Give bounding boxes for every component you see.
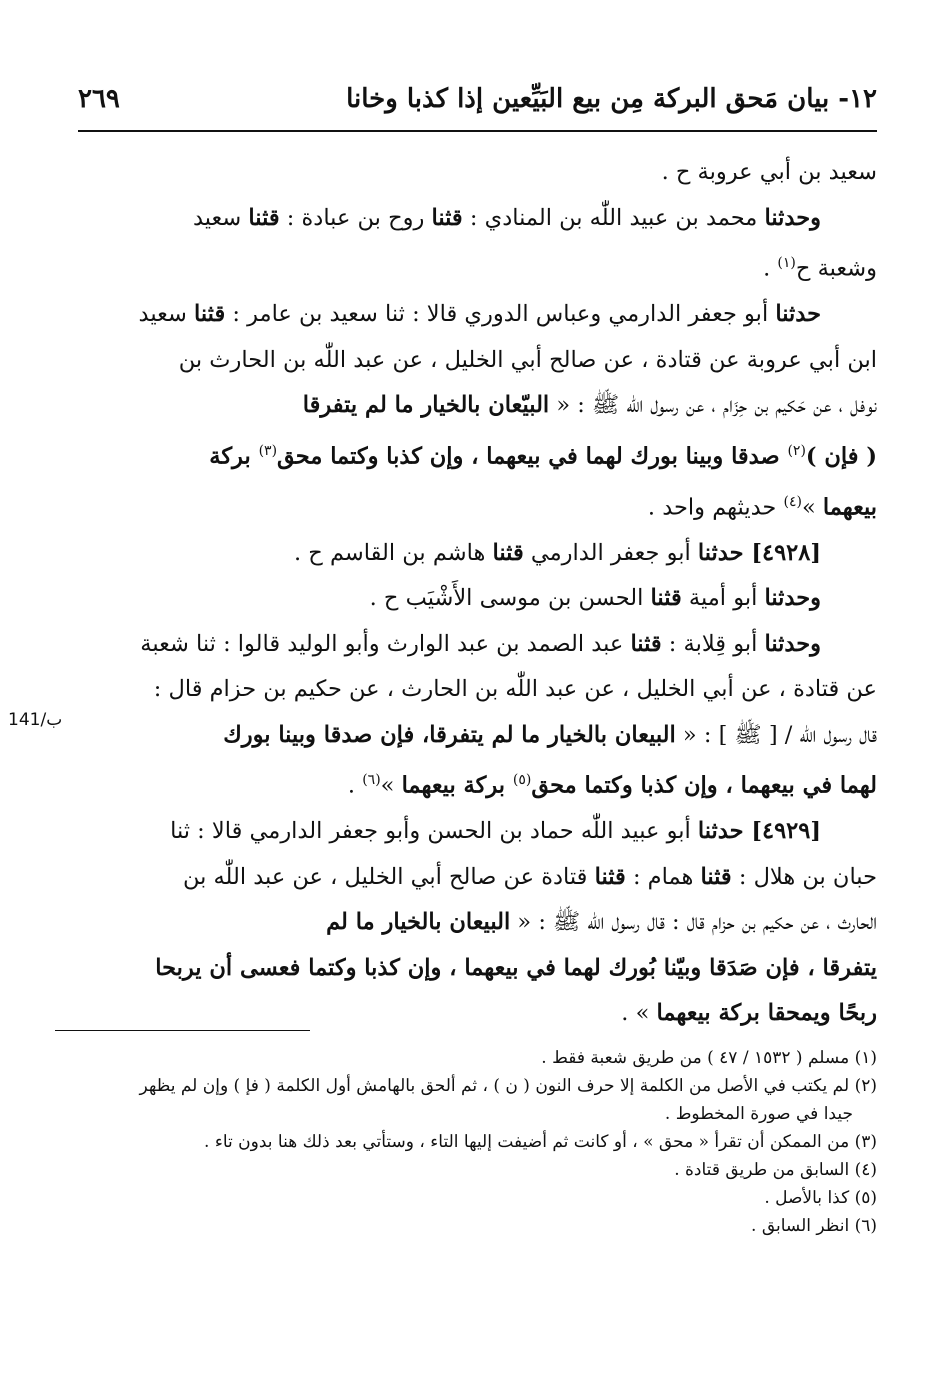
footnote-ref: (١) — [777, 255, 796, 271]
hadith-text: بيعهما — [822, 494, 877, 520]
footnote-ref: (٦) — [362, 772, 381, 788]
text-run: نوفل ، عن حَكيم بن حِزَام ، عن رسول اللّٰه ﷺ : « — [549, 392, 877, 418]
text-line — [78, 946, 877, 992]
narrator-keyword: قثنا — [650, 585, 682, 611]
narrator-keyword: قثنا — [700, 863, 732, 890]
text-run: روح بن عبادة : — [279, 204, 432, 231]
text-run: . — [347, 772, 363, 799]
narrator-keyword: وحدثنا — [764, 630, 821, 657]
footnotes — [78, 1044, 877, 1240]
text-run: أبو عبيد اللّٰه حماد بن الحسن وأبو جعفر الدارمي قالا : ثنا — [170, 818, 698, 844]
footnote-1: (١) مسلم ( ١٥٣٢ / ٤٧ ) من طريق شعبة فقط . — [541, 1048, 877, 1068]
main-text — [78, 150, 877, 1037]
text-run: همام : — [625, 863, 701, 890]
marginal-folio-note: 141/ب — [8, 710, 63, 730]
hadith-text: صدقا وبينا بورك لهما في بيعهما ، وإن كذبا وكتما محق — [277, 443, 788, 469]
paragraph-4928 — [78, 531, 877, 577]
footnote-ref: (٤) — [783, 493, 802, 510]
narrator-keyword: وحدثنا — [764, 585, 821, 611]
text-line — [78, 713, 877, 759]
narrator-keyword: قثنا — [194, 301, 226, 327]
paragraph-4929 — [78, 809, 877, 1037]
hadith-text: ( فإن ) — [805, 443, 877, 469]
text-run: » . — [621, 1000, 657, 1026]
text-run: محمد بن عبيد اللّٰه بن المنادي : — [462, 204, 765, 231]
text-line — [78, 855, 877, 901]
text-run: وشعبة ح — [795, 255, 877, 282]
text-run: قتادة عن صالح أبي الخليل ، عن عبد اللّٰه بن — [182, 863, 595, 890]
text-line — [78, 758, 877, 809]
text-line — [78, 622, 877, 668]
text-run: أبو جعفر الدارمي وعباس الدوري قالا : ثنا سعيد بن عامر : — [225, 301, 776, 327]
text-line — [78, 429, 877, 480]
footnote-ref: (٥) — [512, 772, 532, 788]
text-run: عبد الصمد بن عبد الوارث وأبو الوليد قالوا : ثنا شعبة — [140, 630, 631, 657]
paragraph-1 — [78, 150, 877, 196]
narrator-keyword: وحدثنا — [764, 204, 821, 231]
text-run: سعيد — [192, 204, 249, 231]
hadith-text: يتفرقا ، فإن صَدَقا وبيّنا بُورك لهما في بيعهما ، وإن كذبا وكتما فعسى أن يربحا — [155, 954, 877, 981]
text-line — [78, 241, 877, 292]
hadith-number: [٤٩٢٨] — [743, 539, 821, 566]
paragraph-5 — [78, 576, 877, 622]
text-line — [78, 383, 877, 429]
hadith-number: [٤٩٢٩] — [743, 818, 821, 844]
narrator-keyword: قثنا — [248, 204, 280, 231]
narrator-keyword: قثنا — [594, 863, 626, 890]
narrator-keyword: حدثنا — [697, 818, 744, 844]
text-line — [78, 576, 877, 622]
text-line: سعيد بن أبي عروبة ح . — [661, 159, 877, 185]
text-run: حبان بن هلال : — [731, 863, 877, 890]
text-run: قال رسول اللّٰه / [ ﷺ ] : « — [675, 721, 877, 748]
text-run: » — [380, 772, 402, 799]
footnote-ref: (٣) — [258, 442, 278, 459]
text-line — [78, 809, 877, 855]
footnote-rule — [55, 1030, 310, 1031]
narrator-keyword: قثنا — [431, 204, 463, 231]
hadith-text: البيعان بالخيار ما لم يتفرقا، فإن صدقا وبينا بورك — [223, 721, 676, 748]
text-run: حديثهم واحد . — [647, 494, 784, 520]
narrator-keyword: قثنا — [492, 539, 524, 566]
narrator-keyword: حدثنا — [775, 301, 821, 327]
text-line — [78, 900, 877, 946]
narrator-keyword: حدثنا — [697, 539, 744, 566]
text-line: ابن أبي عروبة عن قتادة ، عن صالح أبي الخليل ، عن عبد اللّٰه بن الحارث بن — [178, 346, 877, 373]
running-header — [78, 78, 877, 122]
hadith-text: البيّعان بالخيار ما لم يتفرقا — [302, 392, 550, 418]
text-run: » — [801, 494, 823, 520]
page-number: ٢٦٩ — [78, 84, 120, 114]
footnote-4: (٤) السابق من طريق قتادة . — [674, 1160, 877, 1180]
chapter-title: ١٢- بيان مَحق البركة مِن بيع البَيِّعين إذا كذبا وخانا — [346, 84, 877, 114]
paragraph-6 — [78, 622, 877, 810]
header-rule — [78, 130, 877, 132]
text-line — [78, 196, 877, 242]
hadith-text: البيعان بالخيار ما لم — [326, 909, 511, 935]
text-line — [78, 292, 877, 338]
text-run: الحسن بن موسى الأَشْيَب ح . — [369, 585, 651, 611]
text-run: أبو قِلابة : — [661, 630, 765, 657]
text-run: الحارث ، عن حكيم بن حزام قال : قال رسول اللّٰه ﷺ : « — [510, 909, 877, 935]
text-line: عن قتادة ، عن أبي الخليل ، عن عبد اللّٰه بن الحارث ، عن حكيم بن حزام قال : — [153, 676, 877, 702]
text-line — [78, 480, 877, 531]
footnote-6: (٦) انظر السابق . — [751, 1216, 877, 1236]
text-run: هاشم بن القاسم ح . — [293, 539, 493, 566]
paragraph-3 — [78, 292, 877, 531]
hadith-text: بركة — [209, 443, 259, 469]
paragraph-2 — [78, 196, 877, 293]
footnote-2-continuation: جيدا في صورة المخطوط . — [664, 1104, 853, 1124]
footnote-ref: (٢) — [787, 442, 806, 459]
footnote-5: (٥) كذا بالأصل . — [764, 1188, 877, 1208]
narrator-keyword: قثنا — [630, 630, 662, 657]
hadith-text: بركة بيعهما — [401, 772, 513, 799]
footnote-3: (٣) من الممكن أن تقرأ « محق » ، أو كانت ثم أضيفت إليها التاء ، وستأتي بعد ذلك هنا بدون تاء . — [204, 1132, 877, 1152]
text-run: أبو أمية — [681, 585, 765, 611]
hadith-text: ربحًا ويمحقا بركة بيعهما — [656, 1000, 877, 1026]
text-run: أبو جعفر الدارمي — [523, 539, 698, 566]
text-run: . — [763, 255, 778, 282]
hadith-text: لهما في بيعهما ، وإن كذبا وكتما محق — [531, 772, 877, 799]
text-line — [78, 531, 877, 577]
footnote-2: (٢) لم يكتب في الأصل من الكلمة إلا حرف النون ( ن ) ، ثم ألحق بالهامش أول الكلمة ( فإ ) وإن لم يظهر — [139, 1076, 877, 1096]
text-run: سعيد — [138, 301, 195, 327]
